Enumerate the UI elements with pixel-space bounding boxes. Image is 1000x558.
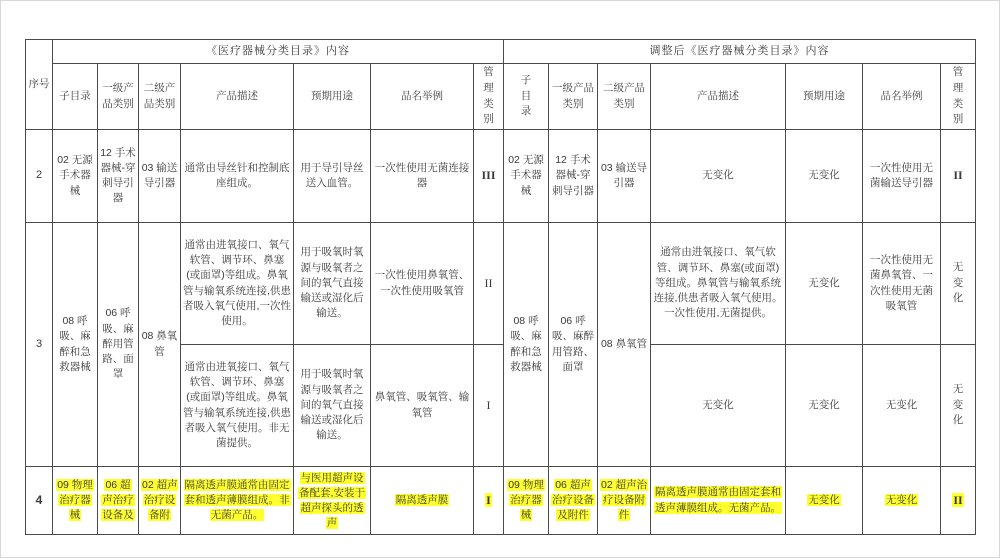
row2-right-class-cell: [941, 130, 976, 223]
row2-right-sub: 02 无源手术器械: [508, 154, 544, 197]
row2-right-desc-cell: [651, 130, 786, 223]
col-header-lvl2-left-label: 二级产品类别: [143, 82, 176, 110]
row2-right-names-cell: [863, 130, 941, 223]
row3b-right-use: 无变化: [808, 398, 840, 411]
row3b-left-class-cell: [474, 345, 504, 467]
row2-right-class: II: [953, 168, 963, 183]
col-header-use-right: [786, 64, 863, 130]
group-header-original-label: 《医疗器械分类目录》内容: [206, 44, 351, 57]
row4-seq-cell: [26, 467, 53, 535]
row3-right-sub-cell: [504, 223, 549, 467]
row4-left-use-cell: [294, 467, 371, 535]
row2-right-lvl1-cell: [549, 130, 598, 223]
row3a-right-class-cell: [941, 223, 976, 345]
col-header-class-left: [474, 64, 504, 130]
row3-left-lvl2: 08 鼻氧管: [141, 330, 178, 358]
col-header-use-left: [294, 64, 371, 130]
col-header-lvl2-right: [598, 64, 651, 130]
col-header-lvl1-right-label: 一级产品类别: [552, 82, 595, 110]
col-header-desc-left: [181, 64, 294, 130]
col-header-lvl1-left: [98, 64, 139, 130]
row4-right-class: II: [953, 492, 963, 507]
row2-left-names-cell: [371, 130, 474, 223]
row2-right-use: 无变化: [808, 169, 840, 182]
row3-seq: 3: [35, 337, 43, 350]
row3-seq-cell: [26, 223, 53, 467]
col-header-sub-right-label: 子目录: [520, 73, 532, 118]
classification-table: [25, 39, 976, 535]
row4-left-desc: 隔离透声膜通常由固定套和透声薄膜组成。非无菌产品。: [184, 478, 290, 522]
row4-right-lvl1-cell: [549, 467, 598, 535]
col-header-class-right: [941, 64, 976, 130]
row3b-right-desc-cell: [651, 345, 786, 467]
group-header-adjusted: [504, 40, 976, 64]
row2-left-lvl2: 03 输送导引器: [141, 161, 178, 189]
col-header-names-right: [863, 64, 941, 130]
row4-left-lvl2: 02 超声治疗设备附: [142, 478, 178, 522]
row4-left-lvl1: 06 超声治疗设备及: [102, 478, 134, 522]
row4-left-sub-cell: [53, 467, 98, 535]
row3a-right-names-cell: [863, 223, 941, 345]
row3a-right-use: 无变化: [808, 276, 840, 289]
row3-left-sub: 08 呼吸、麻醉和急救器械: [59, 315, 91, 373]
row2-right-use-cell: [786, 130, 863, 223]
row4-seq: 4: [35, 492, 43, 507]
row3-right-lvl1: 06 呼吸、麻醉用管路、面罩: [552, 315, 595, 373]
row4-right-desc-cell: [651, 467, 786, 535]
col-header-lvl2-left: [139, 64, 181, 130]
row4-right-sub: 09 物理治疗器械: [508, 478, 544, 522]
row4-right-desc: 隔离透声膜通常由固定套和透声薄膜组成。无菌产品。: [655, 486, 782, 514]
row2-right-sub-cell: [504, 130, 549, 223]
table-row-4: [26, 467, 976, 535]
row4-left-names: 隔离透声膜: [395, 493, 449, 506]
col-header-seq-label: 序号: [28, 77, 50, 90]
row4-left-sub: 09 物理治疗器械: [57, 478, 93, 522]
row3b-left-names: 鼻氧管、吸氧管、输氧管: [374, 391, 470, 419]
col-header-class-right-label: 管理类别: [952, 66, 964, 126]
col-header-sub-left: [53, 64, 98, 130]
row3b-right-use-cell: [786, 345, 863, 467]
row3a-left-use-cell: [294, 223, 371, 345]
row2-right-lvl1: 12 手术器械-穿刺导引器: [552, 154, 595, 197]
row3b-left-use: 用于吸氧时氧源与吸氧者之间的氧气直接输送或湿化后输送。: [300, 368, 364, 442]
col-header-sub-left-label: 子目录: [59, 89, 91, 102]
row3b-left-names-cell: [371, 345, 474, 467]
col-header-desc-right: [651, 64, 786, 130]
header-columns-row: [26, 64, 976, 130]
group-header-adjusted-label: 调整后《医疗器械分类目录》内容: [649, 44, 830, 57]
row3a-left-desc-cell: [181, 223, 294, 345]
row2-left-desc-cell: [181, 130, 294, 223]
row3b-right-desc: 无变化: [702, 398, 734, 411]
row2-left-use: 用于导引导丝送入血管。: [300, 161, 364, 189]
row3a-left-desc: 通常由进氧接口、氧气软管、调节环、鼻塞(或面罩)等组成。鼻氧管与输氧系统连接,供患者吸入氧气使用,一次性使用。: [183, 238, 291, 327]
row3-right-sub: 08 呼吸、麻醉和急救器械: [510, 315, 542, 373]
row2-left-sub: 02 无源手术器械: [57, 154, 93, 197]
row3b-right-names-cell: [863, 345, 941, 467]
col-header-lvl1-left-label: 一级产品类别: [102, 82, 134, 110]
row2-left-use-cell: [294, 130, 371, 223]
row4-right-lvl1: 06 超声治疗设备及附件: [552, 478, 595, 522]
col-header-lvl1-right: [549, 64, 598, 130]
row3a-right-class: 无变化: [952, 260, 964, 305]
row3a-left-use: 用于吸氧时氧源与吸氧者之间的氧气直接输送或湿化后输送。: [300, 246, 364, 320]
row2-seq-cell: [26, 130, 53, 223]
row3a-left-names: 一次性使用鼻氧管、一次性使用吸氧管: [374, 269, 470, 297]
col-header-class-left-label: 管理类别: [483, 66, 494, 126]
table-row-2: [26, 130, 976, 223]
row3b-left-class: I: [486, 397, 491, 412]
col-header-sub-right: [504, 64, 549, 130]
row3-left-lvl2-cell: [139, 223, 181, 467]
row3b-left-desc-cell: [181, 345, 294, 467]
row3-right-lvl1-cell: [549, 223, 598, 467]
row4-right-lvl2: 02 超声治疗设备附件: [601, 478, 648, 522]
col-header-desc-right-label: 产品描述: [697, 89, 740, 102]
row3-left-sub-cell: [53, 223, 98, 467]
row3a-right-desc-cell: [651, 223, 786, 345]
row3a-left-class-cell: [474, 223, 504, 345]
col-header-desc-left-label: 产品描述: [216, 89, 258, 102]
table-row-3a: [26, 223, 976, 345]
row3b-left-desc: 通常由进氧接口、氧气软管、调节环、鼻塞(或面罩)等组成。鼻氧管与输氧系统连接,供患者吸入氧气使用。非无菌提供。: [183, 360, 291, 449]
col-header-seq: [26, 40, 53, 130]
col-header-names-left: [371, 64, 474, 130]
row2-right-lvl2-cell: [598, 130, 651, 223]
row4-right-class-cell: [941, 467, 976, 535]
row4-left-use: 与医用超声设备配套,安装于超声探头的透声: [299, 471, 365, 530]
col-header-names-left-label: 品名举例: [401, 89, 443, 102]
row3a-right-use-cell: [786, 223, 863, 345]
row3a-left-class: II: [484, 275, 493, 290]
row4-left-lvl1-cell: [98, 467, 139, 535]
row4-right-names-cell: [863, 467, 941, 535]
row3a-right-names: 一次性使用无菌鼻氧管、一次性使用无菌吸氧管: [870, 254, 934, 312]
row2-left-names: 一次性使用无菌连接器: [374, 161, 470, 189]
row3-left-lvl1: 06 呼吸、麻醉用管路、面罩: [102, 307, 134, 381]
row4-left-names-cell: [371, 467, 474, 535]
row4-left-desc-cell: [181, 467, 294, 535]
row4-left-class-cell: [474, 467, 504, 535]
row2-left-class: III: [481, 168, 496, 183]
group-header-original: [53, 40, 504, 64]
row2-left-lvl1: 12 手术器械-穿刺导引器: [100, 146, 136, 205]
row3-right-lvl2: 08 鼻氧管: [600, 337, 648, 350]
col-header-use-left-label: 预期用途: [311, 89, 353, 102]
row4-right-use-cell: [786, 467, 863, 535]
row2-right-lvl2: 03 输送导引器: [600, 161, 648, 189]
row3a-left-names-cell: [371, 223, 474, 345]
row4-left-class: I: [486, 492, 491, 507]
row3b-right-class-cell: [941, 345, 976, 467]
row4-right-lvl2-cell: [598, 467, 651, 535]
row3b-left-use-cell: [294, 345, 371, 467]
col-header-use-right-label: 预期用途: [803, 89, 846, 102]
col-header-lvl2-right-label: 二级产品类别: [603, 82, 646, 110]
row2-left-sub-cell: [53, 130, 98, 223]
row3-left-lvl1-cell: [98, 223, 139, 467]
header-group-row: [26, 40, 976, 64]
row2-left-desc: 通常由导丝针和控制底座组成。: [184, 161, 290, 189]
row4-right-use: 无变化: [808, 493, 840, 506]
row2-right-desc: 无变化: [702, 169, 734, 182]
row4-right-names: 无变化: [885, 493, 918, 506]
row2-left-lvl1-cell: [98, 130, 139, 223]
row2-left-class-cell: [474, 130, 504, 223]
row4-left-lvl2-cell: [139, 467, 181, 535]
row3-right-lvl2-cell: [598, 223, 651, 467]
row4-right-sub-cell: [504, 467, 549, 535]
row2-left-lvl2-cell: [139, 130, 181, 223]
row2-seq: 2: [35, 169, 43, 182]
row3b-right-class: 无变化: [952, 382, 964, 427]
row3b-right-names: 无变化: [885, 398, 918, 411]
row2-right-names: 一次性使用无菌输送导引器: [870, 161, 934, 189]
col-header-names-right-label: 品名举例: [880, 89, 923, 102]
row3a-right-desc: 通常由进氧接口、氧气软管、调节环、鼻塞(或面罩)等组成。鼻氧管与输氧系统连接,供患者吸入氧气使用。一次性使用,无菌提供。: [653, 246, 783, 320]
